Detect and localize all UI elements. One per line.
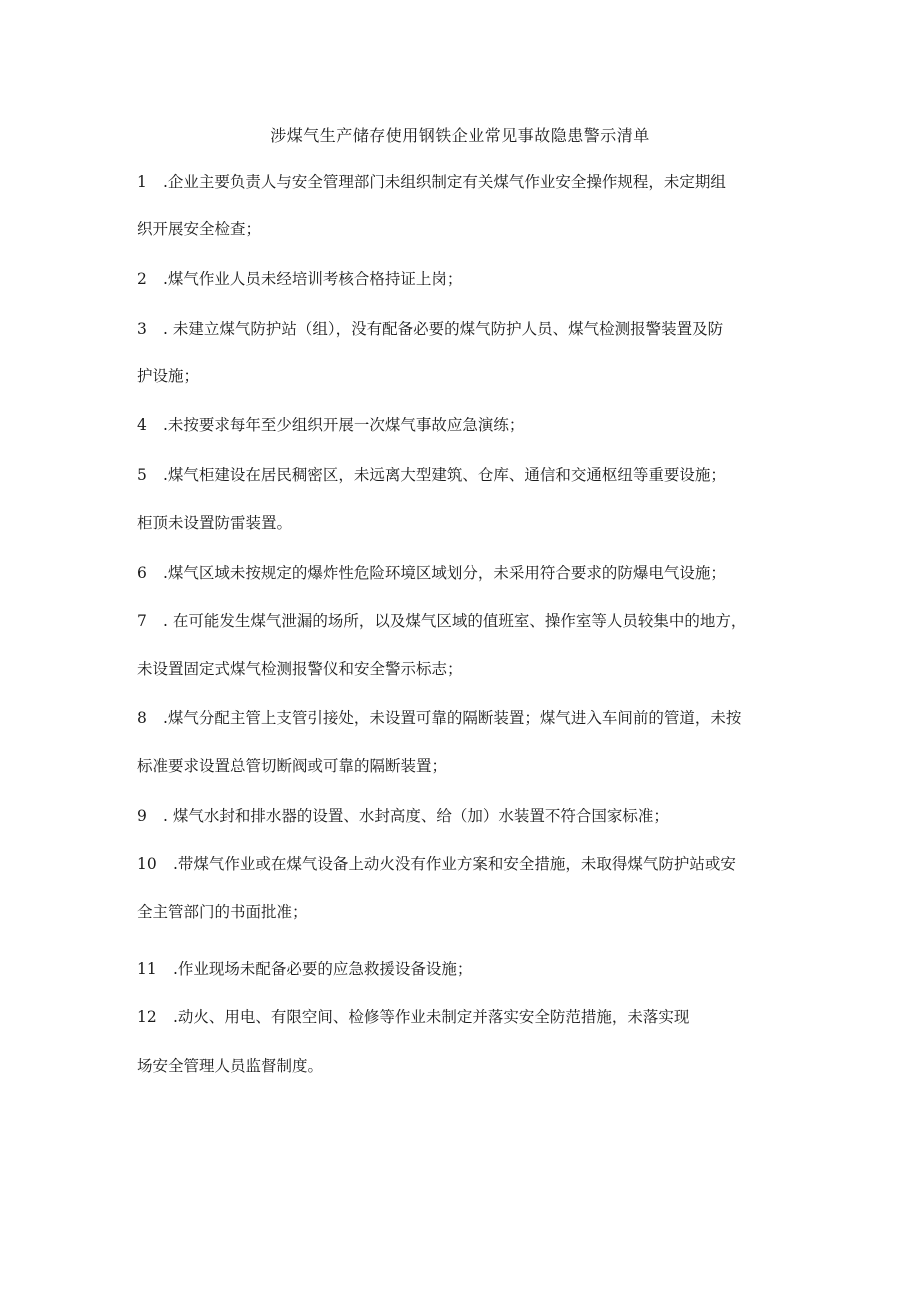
item-number: 12	[137, 1008, 157, 1026]
list-item-8	[137, 706, 741, 730]
item-text: . 在可能发生煤气泄漏的场所，以及煤气区域的值班室、操作室等人员较集中的地方，	[163, 612, 747, 630]
list-item-3	[137, 317, 723, 341]
item-number: 8	[137, 709, 147, 727]
item-number: 6	[137, 564, 147, 582]
item-text: .煤气作业人员未经培训考核合格持证上岗；	[163, 270, 463, 288]
item-text: .煤气柜建设在居民稠密区，未远离大型建筑、仓库、通信和交通枢纽等重要设施；	[163, 466, 726, 484]
item-text: .带煤气作业或在煤气设备上动火没有作业方案和安全措施，未取得煤气防护站或安	[173, 855, 736, 873]
item-text: 未设置固定式煤气检测报警仪和安全警示标志；	[137, 660, 463, 678]
item-text: 织开展安全检查；	[137, 220, 262, 238]
list-item-5	[137, 463, 726, 487]
item-number: 7	[137, 612, 147, 630]
item-number: 11	[137, 960, 157, 978]
list-item-2	[137, 267, 462, 291]
list-item-12	[137, 1005, 689, 1029]
item-text: .煤气分配主管上支管引接处，未设置可靠的隔断装置；煤气进入车间前的管道，未按	[163, 709, 742, 727]
list-item-7	[137, 609, 746, 633]
item-text: .作业现场未配备必要的应急救援设备设施；	[173, 960, 473, 978]
item-text: 标准要求设置总管切断阀或可靠的隔断装置；	[137, 757, 448, 775]
item-text: . 煤气水封和排水器的设置、水封高度、给（加）水装置不符合国家标准；	[163, 807, 669, 825]
item-text: . 未建立煤气防护站（组），没有配备必要的煤气防护人员、煤气检测报警装置及防	[163, 320, 724, 338]
item-text: 场安全管理人员监督制度。	[137, 1057, 324, 1075]
item-number: 3	[137, 320, 147, 338]
item-number: 10	[137, 855, 157, 873]
list-item-7-continued	[137, 657, 463, 681]
list-item-4	[137, 413, 524, 437]
list-item-9	[137, 804, 669, 828]
item-number: 5	[137, 466, 147, 484]
list-item-6	[137, 561, 726, 585]
list-item-8-continued	[137, 754, 447, 778]
item-text: .企业主要负责人与安全管理部门未组织制定有关煤气作业安全操作规程，未定期组	[163, 173, 726, 191]
item-text: 柜顶未设置防雷装置。	[137, 514, 293, 532]
document-title: 涉煤气生产储存使用钢铁企业常见事故隐患警示清单	[270, 126, 650, 145]
list-item-5-continued	[137, 511, 292, 535]
item-text: 护设施；	[137, 367, 200, 385]
item-number: 4	[137, 416, 147, 434]
item-number: 9	[137, 807, 147, 825]
list-item-11	[137, 957, 472, 981]
list-item-3-continued	[137, 364, 199, 388]
item-text: 全主管部门的书面批准；	[137, 903, 308, 921]
item-number: 1	[137, 173, 147, 191]
item-text: .煤气区域未按规定的爆炸性危险环境区域划分，未采用符合要求的防爆电气设施；	[163, 564, 726, 582]
list-item-10	[137, 852, 736, 876]
list-item-1-continued	[137, 217, 261, 241]
list-item-12-continued	[137, 1054, 323, 1078]
item-text: .动火、用电、有限空间、检修等作业未制定并落实安全防范措施，未落实现	[173, 1008, 690, 1026]
item-number: 2	[137, 270, 147, 288]
item-text: .未按要求每年至少组织开展一次煤气事故应急演练；	[163, 416, 525, 434]
list-item-1	[137, 170, 726, 194]
list-item-10-continued	[137, 900, 308, 924]
